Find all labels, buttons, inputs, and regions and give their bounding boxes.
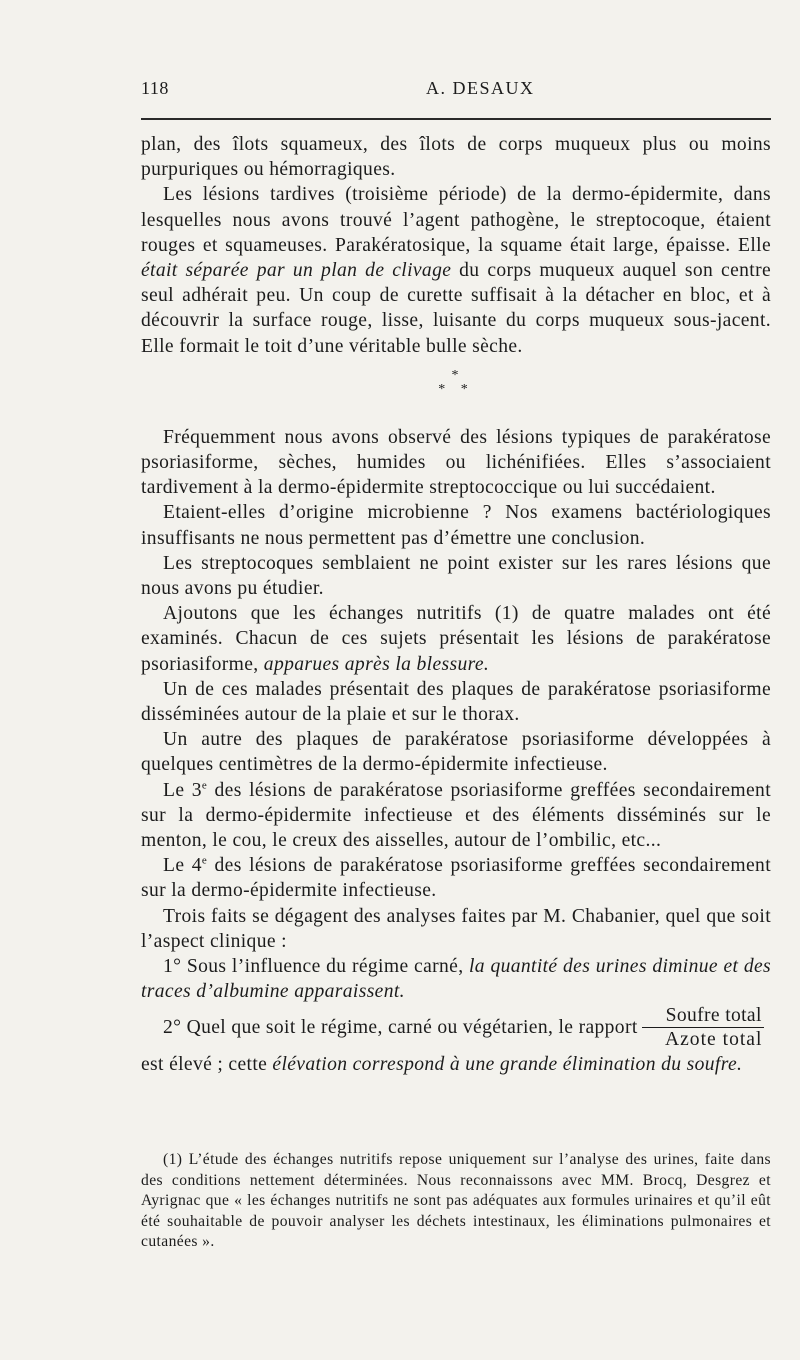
running-head-author: A. DESAUX bbox=[426, 78, 535, 98]
asterism-bottom: * * bbox=[438, 381, 474, 397]
main-text bbox=[141, 132, 771, 1077]
paragraph-with-fraction bbox=[141, 1005, 771, 1052]
text-run: Les lésions tardives (troisième période) de la dermo-épidermite, dans lesquelles nous avons trouvé l’agent pathogène, le streptocoque, étaient rouges et squameuses. Parakératosique, la squame était large, épaisse. Elle bbox=[141, 184, 771, 256]
text-run: plan, des îlots squameux, des îlots de corps muqueux plus ou moins purpuriques ou hémorragiques. bbox=[141, 134, 771, 181]
text-run: Un de ces malades présentait des plaques de parakératose psoriasiforme disséminées autour de la plaie et sur le thorax. bbox=[141, 678, 771, 726]
page-number: 118 bbox=[141, 78, 169, 98]
text-run: est élevé ; cette bbox=[141, 1053, 273, 1075]
text-run: Etaient-elles d’origine microbienne ? Nos examens bactériologiques insuffisants ne nous permettent pas d’émettre une conclusion. bbox=[141, 502, 771, 549]
italic-run: était séparée par un plan de clivage bbox=[141, 260, 452, 282]
asterism-top: * bbox=[451, 367, 465, 383]
paragraph bbox=[141, 727, 771, 777]
running-header bbox=[141, 78, 771, 108]
text-run: Fréquemment nous avons observé des lésions typiques de parakératose psoriasiforme, sèches, humides ou lichénifiées. Elles s’associaient tardivement à la dermo-épidermite streptococcique ou lui succédaient. bbox=[141, 426, 771, 499]
ratio-fraction bbox=[642, 1005, 764, 1052]
text-run: Les streptocoques semblaient ne point exister sur les rares lésions que nous avons pu étudier. bbox=[141, 552, 771, 600]
superscript: e bbox=[201, 779, 208, 792]
italic-run: apparues après la blessure. bbox=[263, 653, 490, 675]
paragraph bbox=[141, 853, 771, 903]
italic-run: la quantité des urines diminue et des traces d’albumine apparaissent. bbox=[141, 956, 771, 1003]
paragraph bbox=[141, 425, 771, 501]
text-run: des lésions de parakératose psoriasiforme greffées secondairement sur la dermo-épidermite infectieuse et des éléments disséminés sur le menton, le cou, le creux des aisselles, autour de l’ombilic, etc... bbox=[141, 779, 771, 852]
paragraph bbox=[141, 601, 771, 677]
text-run: Le 4 bbox=[163, 855, 202, 877]
footnote-text: (1) L’étude des échanges nutritifs repose uniquement sur l’analyse des urines, faite dans des conditions nettement déterminées. Nous reconnaissons avec MM. Brocq, Desgrez et Ayrignac que « les échanges nutritifs ne sont pas adéquates aux formules urinaires et qu’il eût été souhaitable de pouvoir analyser les déchets intestinaux, les éliminations pulmonaires et cutanées ». bbox=[141, 1151, 771, 1250]
superscript: e bbox=[201, 854, 208, 867]
section-separator bbox=[141, 369, 771, 397]
fraction-numerator: Soufre total bbox=[642, 1005, 764, 1028]
text-run: Trois faits se dégagent des analyses faites par M. Chabanier, quel que soit l’aspect clinique : bbox=[141, 905, 771, 952]
paragraph bbox=[141, 500, 771, 550]
text-run: Le 3 bbox=[163, 779, 202, 801]
paragraph bbox=[141, 778, 771, 854]
paragraph bbox=[141, 904, 771, 954]
footnote bbox=[141, 1150, 771, 1253]
text-run: Un autre des plaques de parakératose psoriasiforme développées à quelques centimètres de la dermo-épidermite infectieuse. bbox=[141, 729, 771, 776]
paragraph bbox=[141, 132, 771, 182]
paragraph bbox=[141, 677, 771, 727]
paragraph bbox=[141, 1052, 771, 1077]
italic-run: élévation correspond à une grande élimination du soufre. bbox=[272, 1053, 743, 1075]
text-run: 2° Quel que soit le régime, carné ou végétarien, le rapport bbox=[163, 1016, 638, 1038]
header-rule bbox=[141, 118, 771, 120]
paragraph bbox=[141, 182, 771, 358]
text-run: des lésions de parakératose psoriasiforme greffées secondairement sur la dermo-épidermite infectieuse. bbox=[141, 855, 771, 902]
paragraph bbox=[141, 551, 771, 601]
text-run: Ajoutons que les échanges nutritifs (1) de quatre malades ont été examinés. Chacun de ces sujets présentait les lésions de parakératose psoriasiforme, bbox=[141, 603, 771, 675]
paragraph bbox=[141, 954, 771, 1004]
fraction-denominator: Azote total bbox=[664, 1028, 763, 1050]
text-run: du corps muqueux auquel son centre seul adhérait peu. Un coup de curette suffisait à la détacher en bloc, et à découvrir la surface rouge, lisse, luisante du corps muqueux sous-jacent. Elle formait le toit d’une véritable bulle sèche. bbox=[141, 260, 771, 357]
text-run: 1° Sous l’influence du régime carné, bbox=[163, 956, 469, 978]
